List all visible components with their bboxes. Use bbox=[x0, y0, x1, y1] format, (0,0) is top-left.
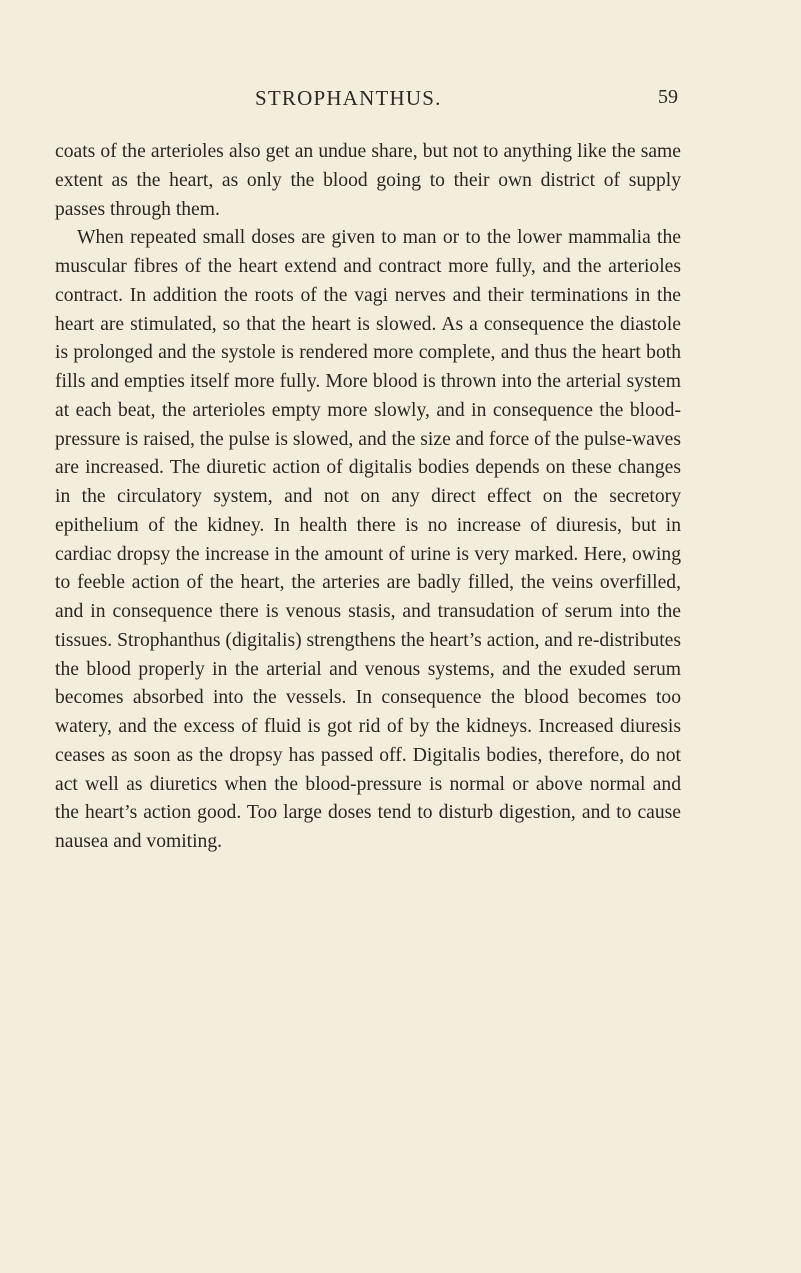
running-title: STROPHANTHUS. bbox=[255, 86, 442, 110]
page-header bbox=[0, 86, 801, 116]
paragraph-continuation: coats of the arterioles also get an undue share, but not to anything like the same extent as the heart, as only the blood going to their own district of supply passes through them. bbox=[55, 141, 681, 220]
paragraph-repeated-doses: When repeated small doses are given to man or to the lower mammalia the muscular fibres of the heart extend and contract more fully, and the arterioles contract. In addition the roots of the vagi nerves and their terminations in the heart are stimulated, so that the heart is slowed. As a consequence the diastole is prolonged and the systole is rendered more complete, and thus the heart both fills and empties itself more fully. More blood is thrown into the arterial system at each beat, the arterioles empty more slowly, and in consequence the blood-pressure is raised, the pulse is slowed, and the size and force of the pulse-waves are increased. The diuretic action of digitalis bodies depends on these changes in the circulatory system, and not on any direct effect on the secretory epithelium of the kidney. In health there is no increase of diuresis, but in cardiac dropsy the increase in the amount of urine is very marked. Here, owing to feeble action of the heart, the arteries are badly filled, the veins overfilled, and in consequence there is venous stasis, and transudation of serum into the tissues. Strophanthus (digitalis) strengthens the heart’s action, and re-distributes the blood properly in the arterial and venous systems, and the exuded serum becomes absorbed into the vessels. In consequence the blood becomes too watery, and the excess of fluid is got rid of by the kidneys. Increased diuresis ceases as soon as the dropsy has passed off. Digitalis bodies, therefore, do not act well as diuretics when the blood-pressure is normal or above normal and the heart’s action good. Too large doses tend to disturb digestion, and to cause nausea and vomiting. bbox=[55, 227, 681, 852]
page-number: 59 bbox=[658, 86, 678, 108]
body-text bbox=[55, 138, 681, 857]
